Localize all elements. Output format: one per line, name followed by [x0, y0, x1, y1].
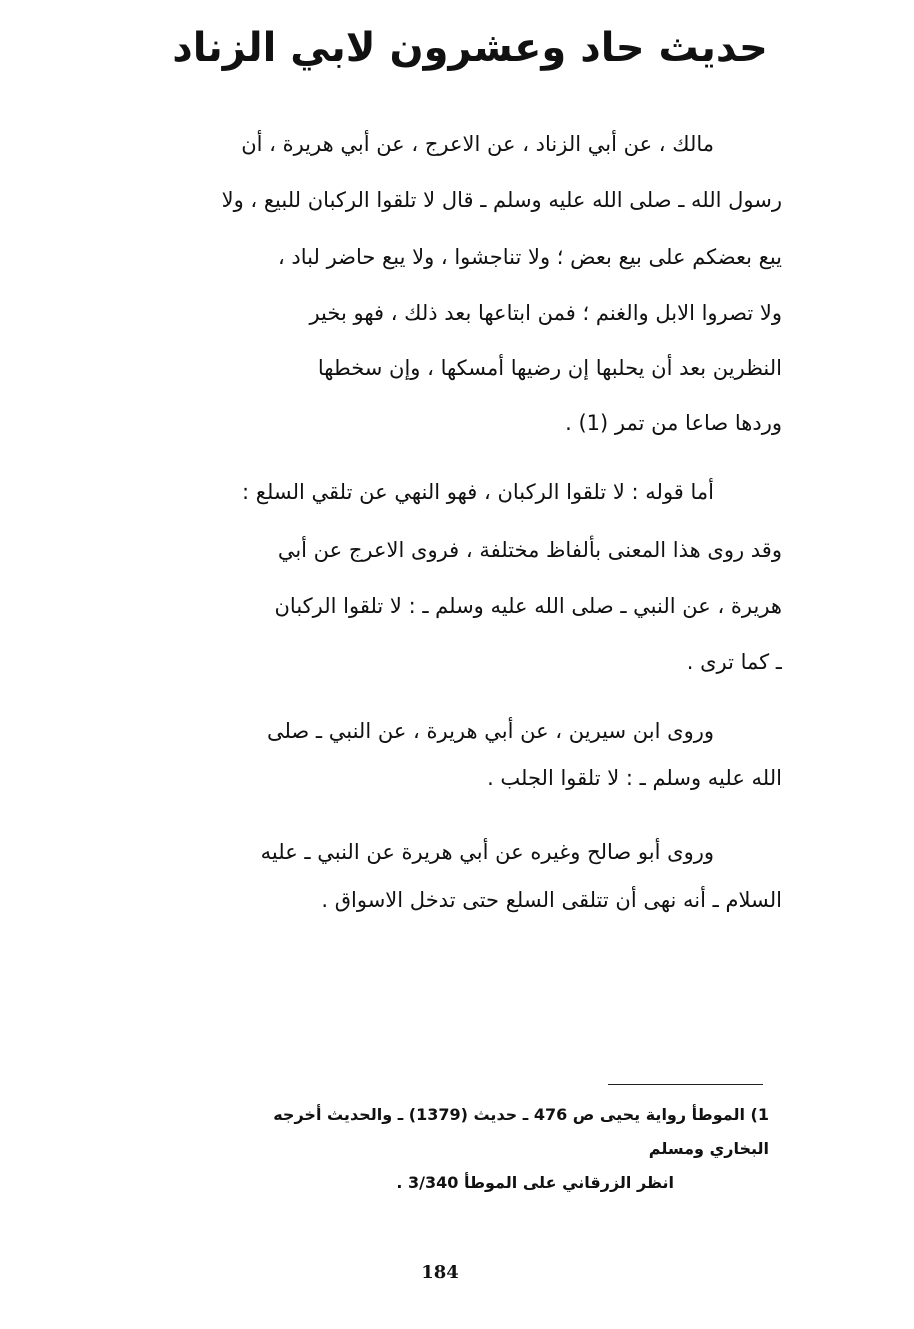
- footnote-separator: [608, 1084, 763, 1085]
- paragraph-1-line-4: ولا تصروا الابل والغنم ؛ فمن ابتاعها بعد ذلك ، فهو بخير: [309, 301, 782, 325]
- paragraph-2-line-2: وقد روى هذا المعنى بألفاظ مختلفة ، فروى الاعرج عن أبي: [277, 538, 782, 562]
- paragraph-2-line-4: ـ كما ترى .: [686, 650, 782, 674]
- paragraph-1-line-6: وردها صاعا من تمر (1) .: [565, 411, 782, 435]
- paragraph-3-line-1: وروى ابن سيرين ، عن أبي هريرة ، عن النبي ـ صلى: [266, 719, 714, 743]
- footnote-line-3: انظر الزرقاني على الموطأ 3/340 .: [396, 1173, 674, 1192]
- paragraph-1-line-1: مالك ، عن أبي الزناد ، عن الاعرج ، عن أبي هريرة ، أن: [241, 132, 714, 156]
- paragraph-1-line-5: النظرين بعد أن يحلبها إن رضيها أمسكها ، وإن سخطها: [317, 356, 782, 380]
- paragraph-2-line-1: أما قوله : لا تلقوا الركبان ، فهو النهي عن تلقي السلع :: [242, 480, 714, 504]
- paragraph-1-line-2: رسول الله ـ صلى الله عليه وسلم ـ قال لا تلقوا الركبان للبيع ، ولا: [221, 188, 782, 212]
- footnote-line-2: البخاري ومسلم: [648, 1139, 769, 1158]
- paragraph-2-line-3: هريرة ، عن النبي ـ صلى الله عليه وسلم ـ : لا تلقوا الركبان: [274, 594, 782, 618]
- paragraph-3-line-2: الله عليه وسلم ـ : لا تلقوا الجلب .: [487, 766, 782, 790]
- hadith-title: حديث حاد وعشرون لابي الزناد: [172, 25, 768, 71]
- paragraph-1-line-3: يبع بعضكم على بيع بعض ؛ ولا تناجشوا ، ولا يبع حاضر لباد ،: [277, 245, 782, 269]
- footnote-line-1: 1) الموطأ رواية يحيى ص 476 ـ حديث (1379) ـ والحديث أخرجه: [273, 1105, 769, 1124]
- paragraph-4-line-1: وروى أبو صالح وغيره عن أبي هريرة عن النبي ـ عليه: [260, 840, 714, 864]
- page-number: 184: [421, 1262, 459, 1283]
- paragraph-4-line-2: السلام ـ أنه نهى أن تتلقى السلع حتى تدخل الاسواق .: [321, 888, 782, 912]
